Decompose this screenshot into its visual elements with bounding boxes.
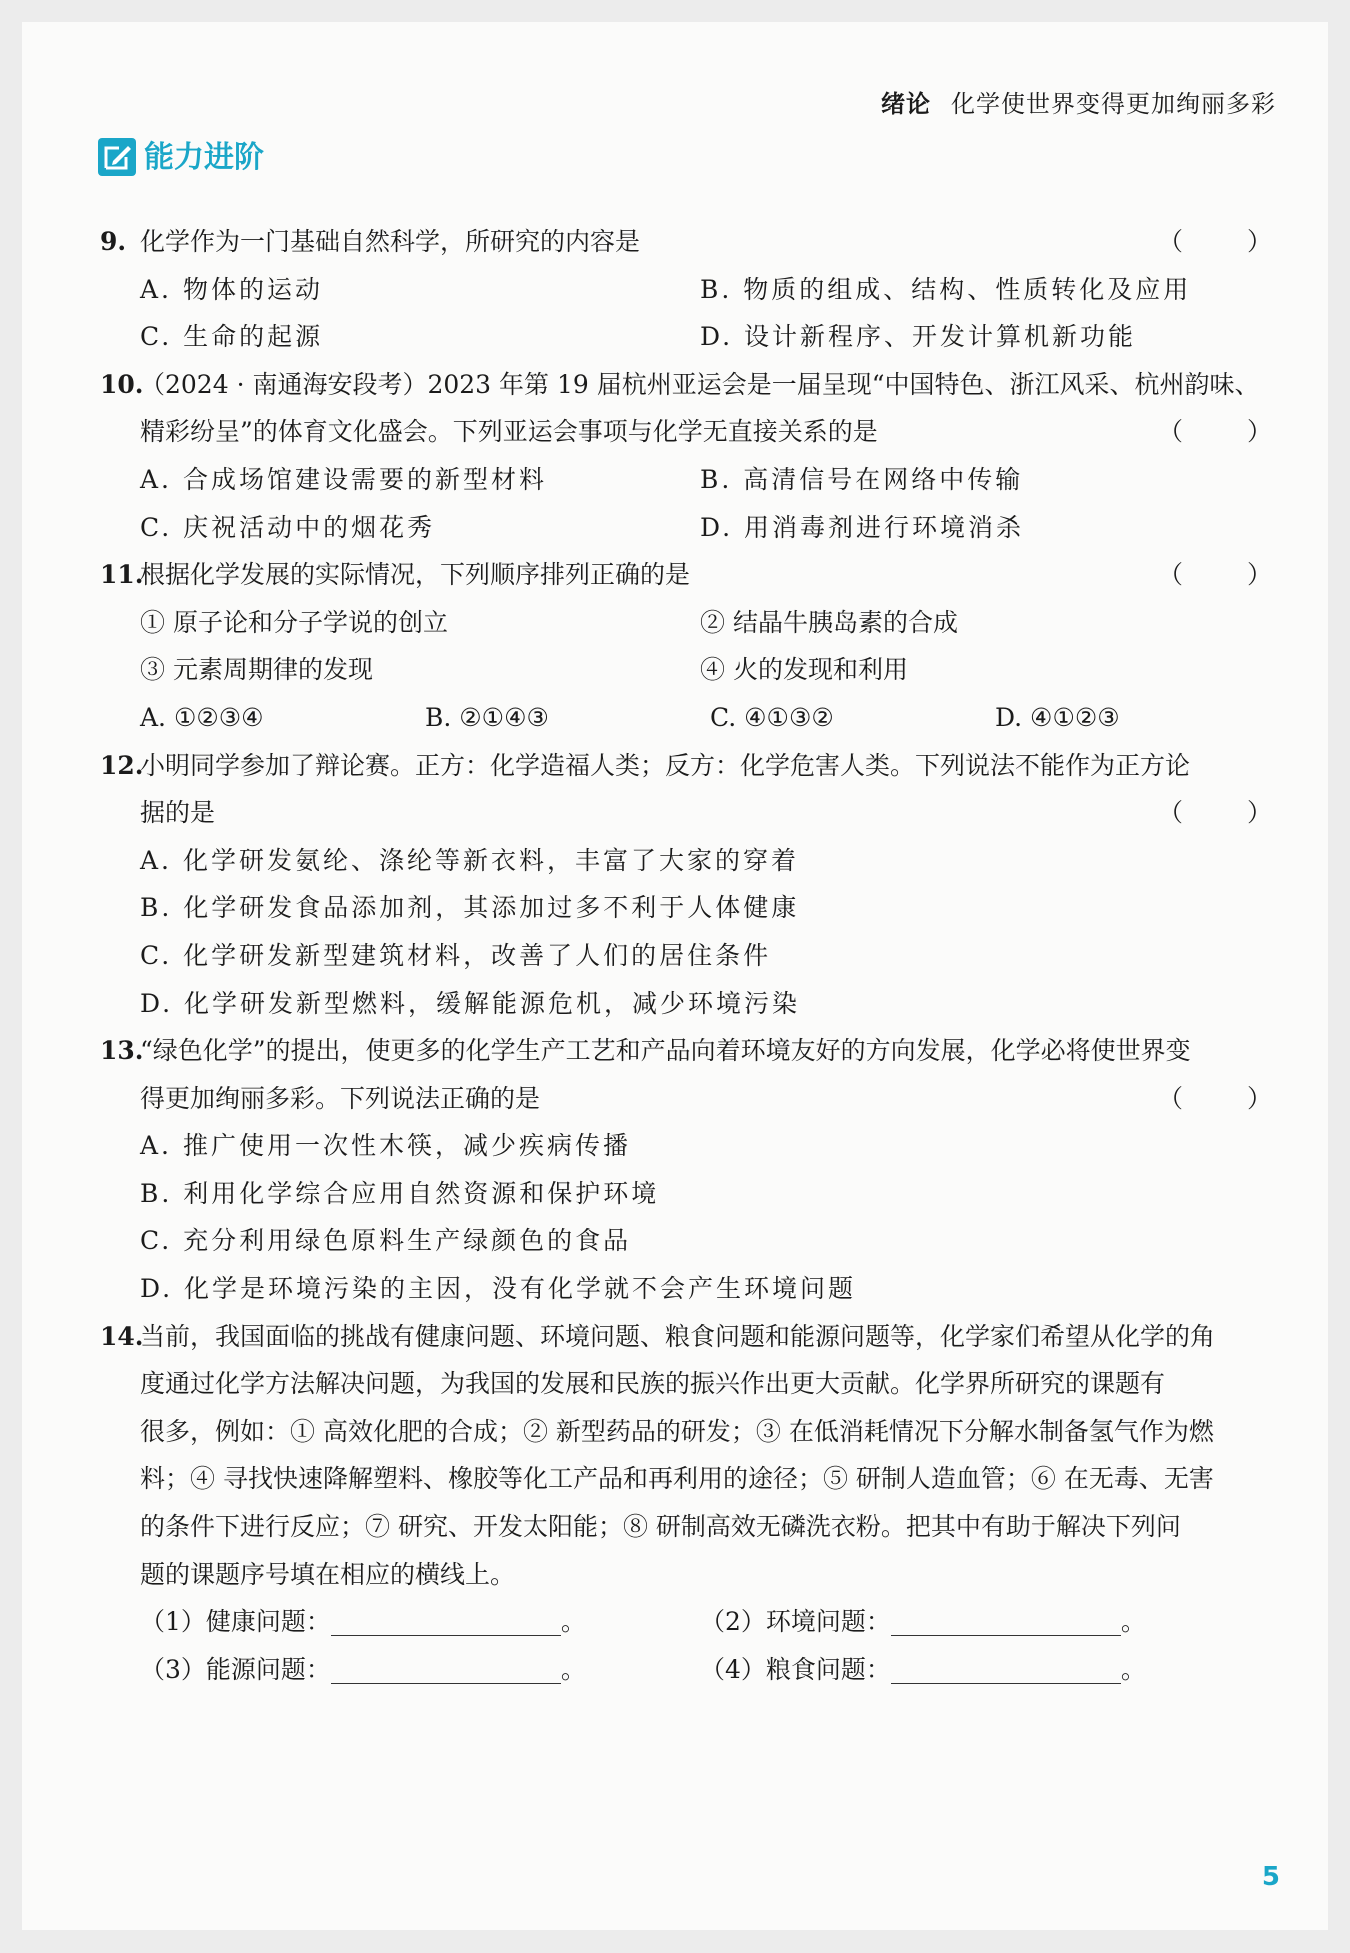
question-number: 10.: [100, 369, 144, 399]
page: [22, 22, 1328, 1930]
question-number: 14.: [100, 1321, 144, 1351]
question-text: 据的是: [140, 798, 216, 828]
question-text: 小明同学参加了辩论赛。正方：化学造福人类；反方：化学危害人类。下列说法不能作为正方论: [140, 750, 1191, 780]
option-a: A. ①②③④: [140, 702, 264, 732]
question-text: 得更加绚丽多彩。下列说法正确的是: [140, 1083, 541, 1113]
question-text: 当前，我国面临的挑战有健康问题、环境问题、粮食问题和能源问题等，化学家们希望从化学的角: [140, 1321, 1216, 1351]
answer-parentheses: （ ）: [1158, 417, 1300, 447]
question-11-items: [100, 599, 1312, 647]
question-13-stem-cont: [100, 1075, 1312, 1123]
question-12-stem-cont: [100, 789, 1312, 837]
option-a: A. 推广使用一次性木筷，减少疾病传播: [140, 1131, 631, 1161]
question-14-subquestions: [100, 1646, 1312, 1694]
page-number: 5: [1261, 1862, 1280, 1892]
option-b: B. 高清信号在网络中传输: [700, 464, 1024, 494]
item-4: ④ 火的发现和利用: [700, 655, 908, 685]
question-text: （2024 · 南通海安段考）2023 年第 19 届杭州亚运会是一届呈现“中国特色、浙江风采、杭州韵味、: [140, 369, 1260, 399]
option-c: C. 庆祝活动中的烟花秀: [140, 512, 436, 542]
option-d: D. 化学研发新型燃料，缓解能源危机，减少环境污染: [140, 988, 801, 1018]
question-number: 12.: [100, 750, 144, 780]
question-text: 度通过化学方法解决问题，为我国的发展和民族的振兴作出更大贡献。化学界所研究的课题有: [140, 1369, 1166, 1399]
option-a: A. 物体的运动: [140, 274, 323, 304]
subquestion-4: （4）粮食问题： 。: [700, 1654, 1146, 1684]
answer-blank[interactable]: [891, 1605, 1121, 1636]
answer-blank[interactable]: [891, 1653, 1121, 1684]
answer-parentheses: （ ）: [1158, 798, 1300, 828]
option-b: B. 利用化学综合应用自然资源和保护环境: [140, 1178, 660, 1208]
subquestion-2: （2）环境问题： 。: [700, 1607, 1146, 1637]
question-14-stem: [100, 1313, 1312, 1361]
answer-parentheses: （ ）: [1158, 560, 1300, 590]
option-c: C. 化学研发新型建筑材料，改善了人们的居住条件: [140, 940, 772, 970]
question-9-options: [100, 313, 1312, 361]
answer-blank[interactable]: [331, 1605, 561, 1636]
answer-parentheses: （ ）: [1158, 1083, 1300, 1113]
question-14-subquestions: [100, 1598, 1312, 1646]
question-12-stem: [100, 742, 1312, 790]
question-9-options: [100, 266, 1312, 314]
question-10-stem: [100, 361, 1312, 409]
question-text: 料；④ 寻找快速降解塑料、橡胶等化工产品和再利用的途径；⑤ 研制人造血管；⑥ 在无毒、无害: [140, 1464, 1214, 1494]
option-d: D. 化学是环境污染的主因，没有化学就不会产生环境问题: [140, 1274, 857, 1304]
subquestion-1: （1）健康问题： 。: [140, 1607, 586, 1637]
question-text: 的条件下进行反应；⑦ 研究、开发太阳能；⑧ 研制高效无磷洗衣粉。把其中有助于解决下列问: [140, 1512, 1181, 1542]
option-b: B. ②①④③: [425, 702, 549, 732]
question-text: 精彩纷呈”的体育文化盛会。下列亚运会事项与化学无直接关系的是: [140, 417, 878, 447]
question-10-options: [100, 504, 1312, 552]
question-10-stem-cont: [100, 408, 1312, 456]
question-13-stem: [100, 1027, 1312, 1075]
running-header: [881, 84, 1276, 119]
item-1: ① 原子论和分子学说的创立: [140, 607, 448, 637]
option-a: A. 合成场馆建设需要的新型材料: [140, 464, 547, 494]
question-11-options: [100, 694, 1312, 742]
option-b: B. 化学研发食品添加剂，其添加过多不利于人体健康: [140, 893, 800, 923]
section-title: 能力进阶: [144, 140, 264, 175]
subquestion-3: （3）能源问题： 。: [140, 1654, 586, 1684]
question-number: 13.: [100, 1036, 144, 1066]
item-2: ② 结晶牛胰岛素的合成: [700, 607, 958, 637]
pencil-edit-icon: [98, 138, 136, 176]
question-11-items: [100, 646, 1312, 694]
option-d: D. 用消毒剂进行环境消杀: [700, 512, 1025, 542]
item-3: ③ 元素周期律的发现: [140, 655, 373, 685]
option-d: D. 设计新程序、开发计算机新功能: [700, 322, 1137, 352]
option-b: B. 物质的组成、结构、性质转化及应用: [700, 274, 1192, 304]
question-text: 化学作为一门基础自然科学，所研究的内容是: [140, 227, 641, 256]
question-9-stem: [100, 218, 1312, 266]
question-text: 根据化学发展的实际情况，下列顺序排列正确的是: [140, 560, 691, 590]
chapter-label: 绪论: [881, 90, 931, 118]
option-d: D. ④①②③: [995, 702, 1120, 732]
question-text: 很多，例如：① 高效化肥的合成；② 新型药品的研发；③ 在低消耗情况下分解水制备氢气作为燃: [140, 1416, 1214, 1446]
option-c: C. 生命的起源: [140, 322, 324, 352]
option-c: C. ④①③②: [710, 702, 834, 732]
question-10-options: [100, 456, 1312, 504]
question-number: 9.: [100, 227, 127, 256]
question-list: [100, 218, 1312, 1693]
option-a: A. 化学研发氨纶、涤纶等新衣料，丰富了大家的穿着: [140, 845, 799, 875]
answer-parentheses: （ ）: [1158, 227, 1300, 256]
question-number: 11.: [100, 560, 144, 590]
question-11-stem: [100, 551, 1312, 599]
question-text: 题的课题序号填在相应的横线上。: [140, 1559, 516, 1589]
chapter-subtitle: 化学使世界变得更加绚丽多彩: [951, 90, 1276, 118]
answer-blank[interactable]: [331, 1653, 561, 1684]
option-c: C. 充分利用绿色原料生产绿颜色的食品: [140, 1226, 632, 1256]
question-text: “绿色化学”的提出，使更多的化学生产工艺和产品向着环境友好的方向发展，化学必将使世界变: [140, 1036, 1191, 1066]
